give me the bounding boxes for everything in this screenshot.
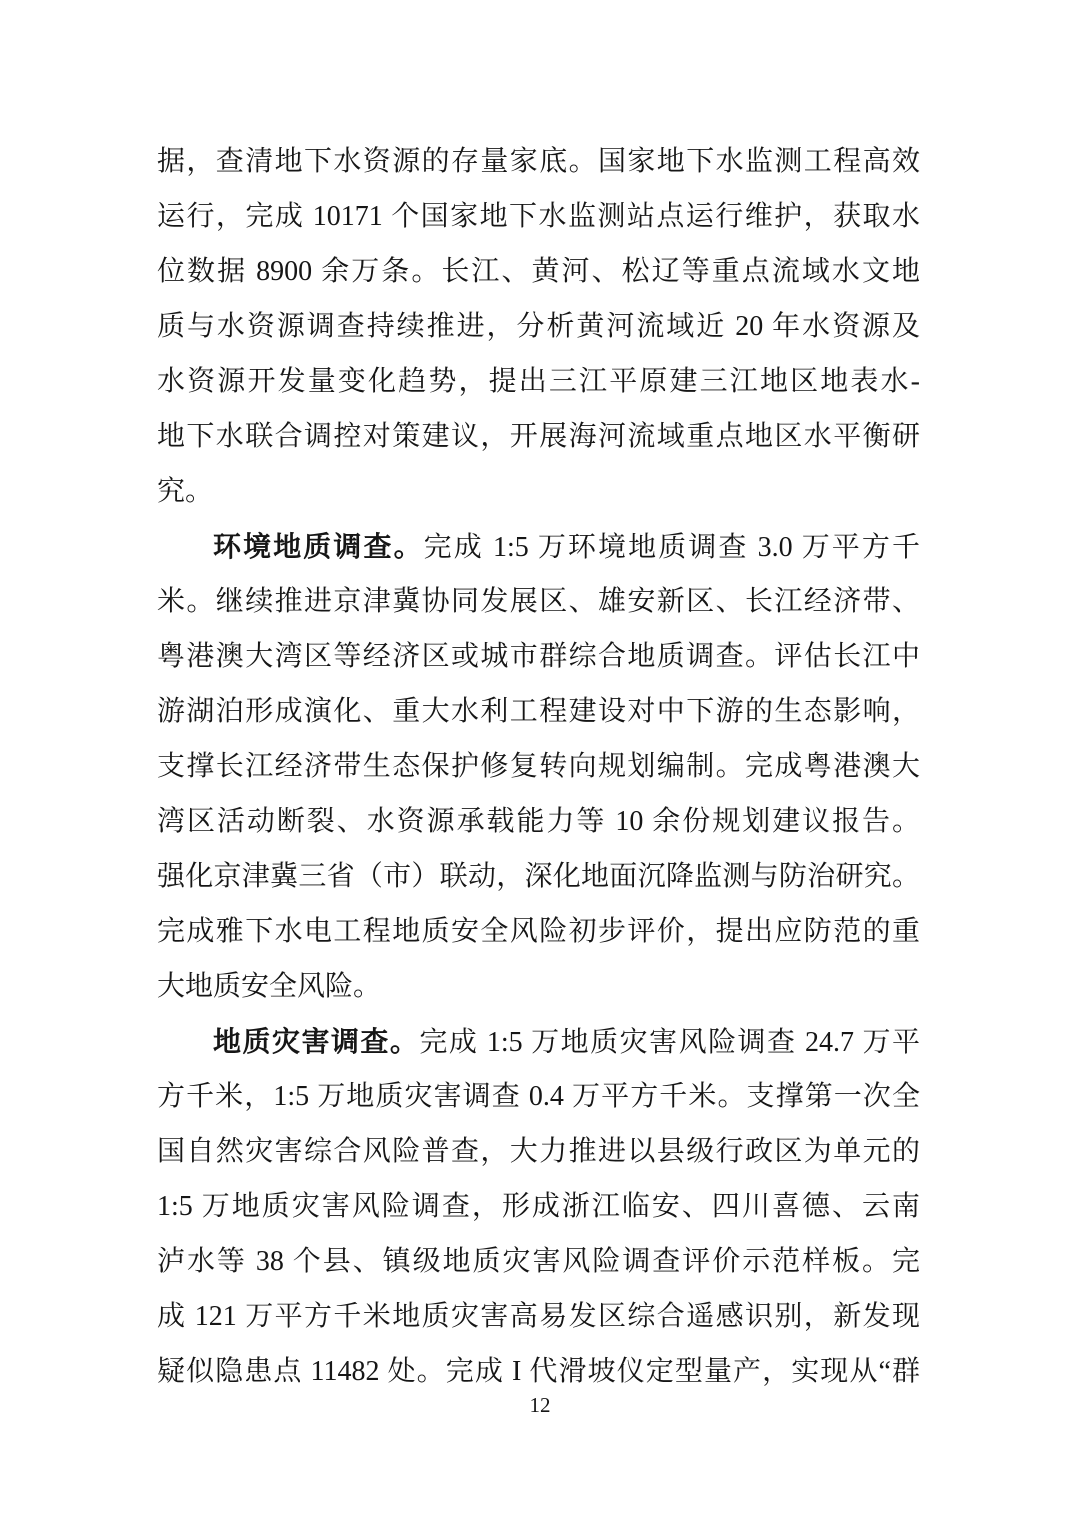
text-line: 位数据 8900 余万条。长江、黄河、松辽等重点流域水文地 [157,256,920,287]
text-line: 质与水资源调查持续推进，分析黄河流域近 20 年水资源及 [157,311,920,342]
text-line: 泸水等 38 个县、镇级地质灾害风险调查评价示范样板。完 [157,1246,920,1277]
heading-line-rest: 完成 1:5 万环境地质调查 3.0 万平方千 [423,532,920,563]
text-line: 湾区活动断裂、水资源承载能力等 10 余份规划建议报告。 [157,806,920,837]
text-line: 1:5 万地质灾害风险调查，形成浙江临安、四川喜德、云南 [157,1191,920,1222]
page-number: 12 [529,1393,551,1417]
text-line: 大地质安全风险。 [157,971,382,1002]
text-line: 疑似隐患点 11482 处。完成 I 代滑坡仪定型量产，实现从“群 [157,1356,920,1387]
text-line: 水资源开发量变化趋势，提出三江平原建三江地区地表水- [157,366,920,397]
text-line: 成 121 万平方千米地质灾害高易发区综合遥感识别，新发现 [157,1301,920,1332]
text-line: 地下水联合调控对策建议，开展海河流域重点地区水平衡研 [157,421,920,452]
paragraph-continued [157,134,920,519]
heading-line-rest: 完成 1:5 万地质灾害风险调查 24.7 万平 [419,1027,920,1058]
text-line [157,519,920,574]
text-line: 运行，完成 10171 个国家地下水监测站点运行维护，获取水 [157,201,920,232]
page-footer [0,1390,1080,1420]
text-line: 究。 [157,476,214,507]
text-line: 完成雅下水电工程地质安全风险初步评价，提出应防范的重 [157,916,920,947]
text-line: 强化京津冀三省（市）联动，深化地面沉降监测与防治研究。 [157,861,920,892]
paragraph-environmental-geology [157,519,920,1014]
text-line: 国自然灾害综合风险普查，大力推进以县级行政区为单元的 [157,1136,920,1167]
paragraph-geohazard-survey [157,1014,920,1399]
text-line: 据，查清地下水资源的存量家底。国家地下水监测工程高效 [157,146,920,177]
section-heading-environmental-geology: 环境地质调查。 [213,531,424,562]
text-line: 米。继续推进京津冀协同发展区、雄安新区、长江经济带、 [157,586,920,617]
text-line [157,1014,920,1069]
text-line: 粤港澳大湾区等经济区或城市群综合地质调查。评估长江中 [157,641,920,672]
text-body [157,134,920,1399]
text-line: 支撑长江经济带生态保护修复转向规划编制。完成粤港澳大 [157,751,920,782]
text-line: 游湖泊形成演化、重大水利工程建设对中下游的生态影响， [157,696,920,727]
section-heading-geohazard-survey: 地质灾害调查。 [213,1026,420,1057]
text-line: 方千米，1:5 万地质灾害调查 0.4 万平方千米。支撑第一次全 [157,1081,920,1112]
